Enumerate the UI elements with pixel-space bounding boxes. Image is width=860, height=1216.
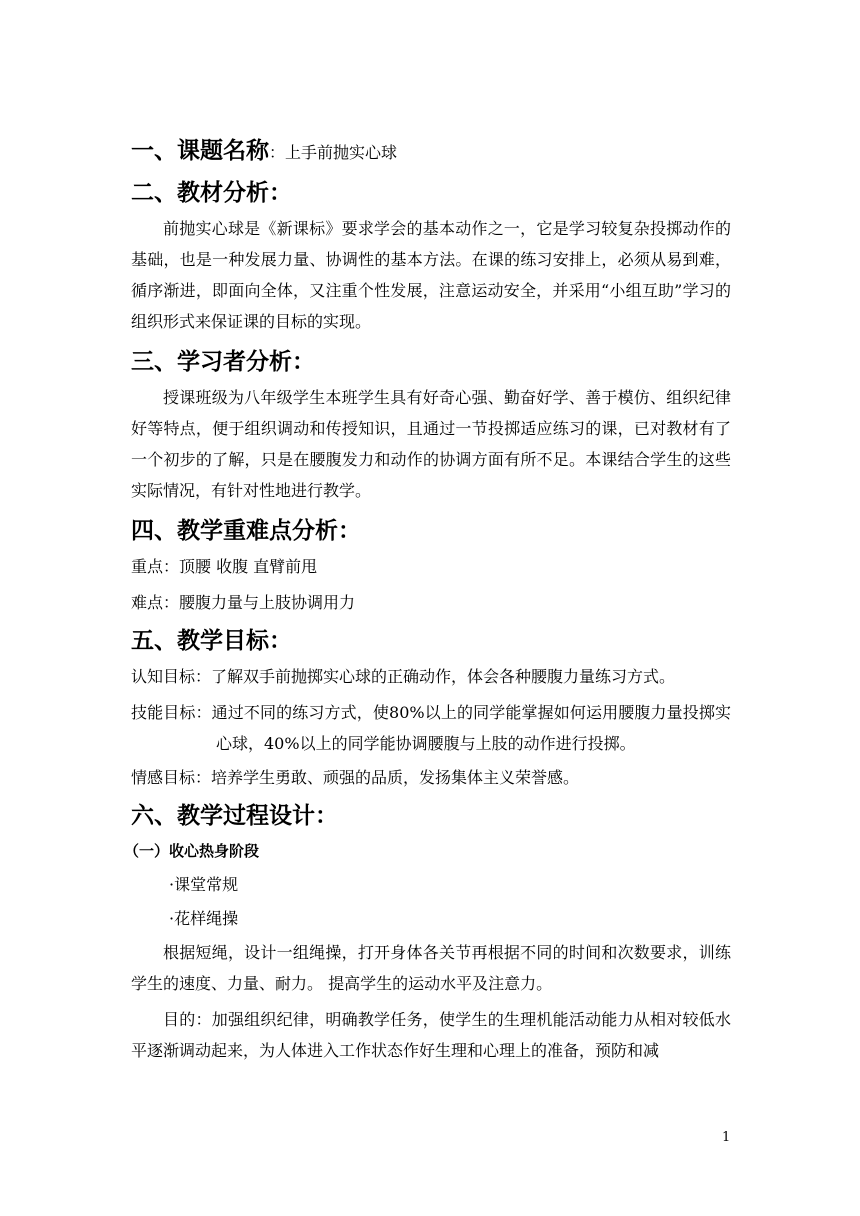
paragraph-rope-exercise: 根据短绳，设计一组绳操，打开身体各关节再根据不同的时间和次数要求，训练学生的速度、力量、耐力。 提高学生的运动水平及注意力。 <box>131 943 731 993</box>
heading-topic <box>131 136 731 168</box>
paragraph-learner-analysis: 授课班级为八年级学生本班学生具有好奇心强、勤奋好学、善于模仿、组织纪律好等特点，便于组织调动和传授知识，且通过一节投掷适应练习的课，已对教材有了一个初步的了解，只是在腰腹发力和动作的协调方面有所不足。本课结合学生的这些实际情况，有针对性地进行教学。 <box>131 388 731 500</box>
heading-topic-sep: ： <box>269 143 286 162</box>
objective-emotional: 情感目标：培养学生勇敢、顽强的品质，发扬集体主义荣誉感。 <box>131 768 580 787</box>
paragraph-material-analysis: 前抛实心球是《新课标》要求学会的基本动作之一，它是学习较复杂投掷动作的基础，也是一种发展力量、协调性的基本方法。在课的练习安排上，必须从易到难，循序渐进，即面向全体，又注重个性发展，注意运动安全，并采用“小组互助”学习的组织形式来保证课的目标的实现。 <box>131 219 731 331</box>
heading-key-difficult-points: 四、教学重难点分析： <box>131 518 361 544</box>
heading-material-analysis: 二、教材分析： <box>131 180 292 206</box>
difficult-point-line: 难点：腰腹力量与上肢协调用力 <box>131 593 356 612</box>
key-point-line: 重点：顶腰 收腹 直臂前甩 <box>131 557 318 576</box>
heading-teaching-process: 六、教学过程设计： <box>131 803 338 829</box>
heading-topic-value: 上手前抛实心球 <box>285 143 398 162</box>
objective-skill: 技能目标：通过不同的练习方式，使80%以上的同学能掌握如何运用腰腹力量投掷实心球，40%以上的同学能协调腰腹与上肢的动作进行投掷。 <box>131 703 731 753</box>
page-number: 1 <box>722 1130 731 1145</box>
heading-learner-analysis: 三、学习者分析： <box>131 349 315 375</box>
document-body <box>124 136 731 1066</box>
heading-teaching-objectives: 五、教学目标： <box>131 628 292 654</box>
bullet-class-routine: ·课堂常规 <box>169 875 239 894</box>
paragraph-purpose: 目的：加强组织纪律，明确教学任务，使学生的生理机能活动能力从相对较低水平逐渐调动起来，为人体进入工作状态作好生理和心理上的准备，预防和减 <box>131 1010 731 1060</box>
objective-cognitive: 认知目标：了解双手前抛掷实心球的正确动作，体会各种腰腹力量练习方式。 <box>131 667 676 686</box>
stage-warmup-title: （一）收心热身阶段 <box>124 842 260 860</box>
heading-topic-title: 一、课题名称 <box>131 138 269 164</box>
bullet-rope-exercise: ·花样绳操 <box>169 909 239 928</box>
